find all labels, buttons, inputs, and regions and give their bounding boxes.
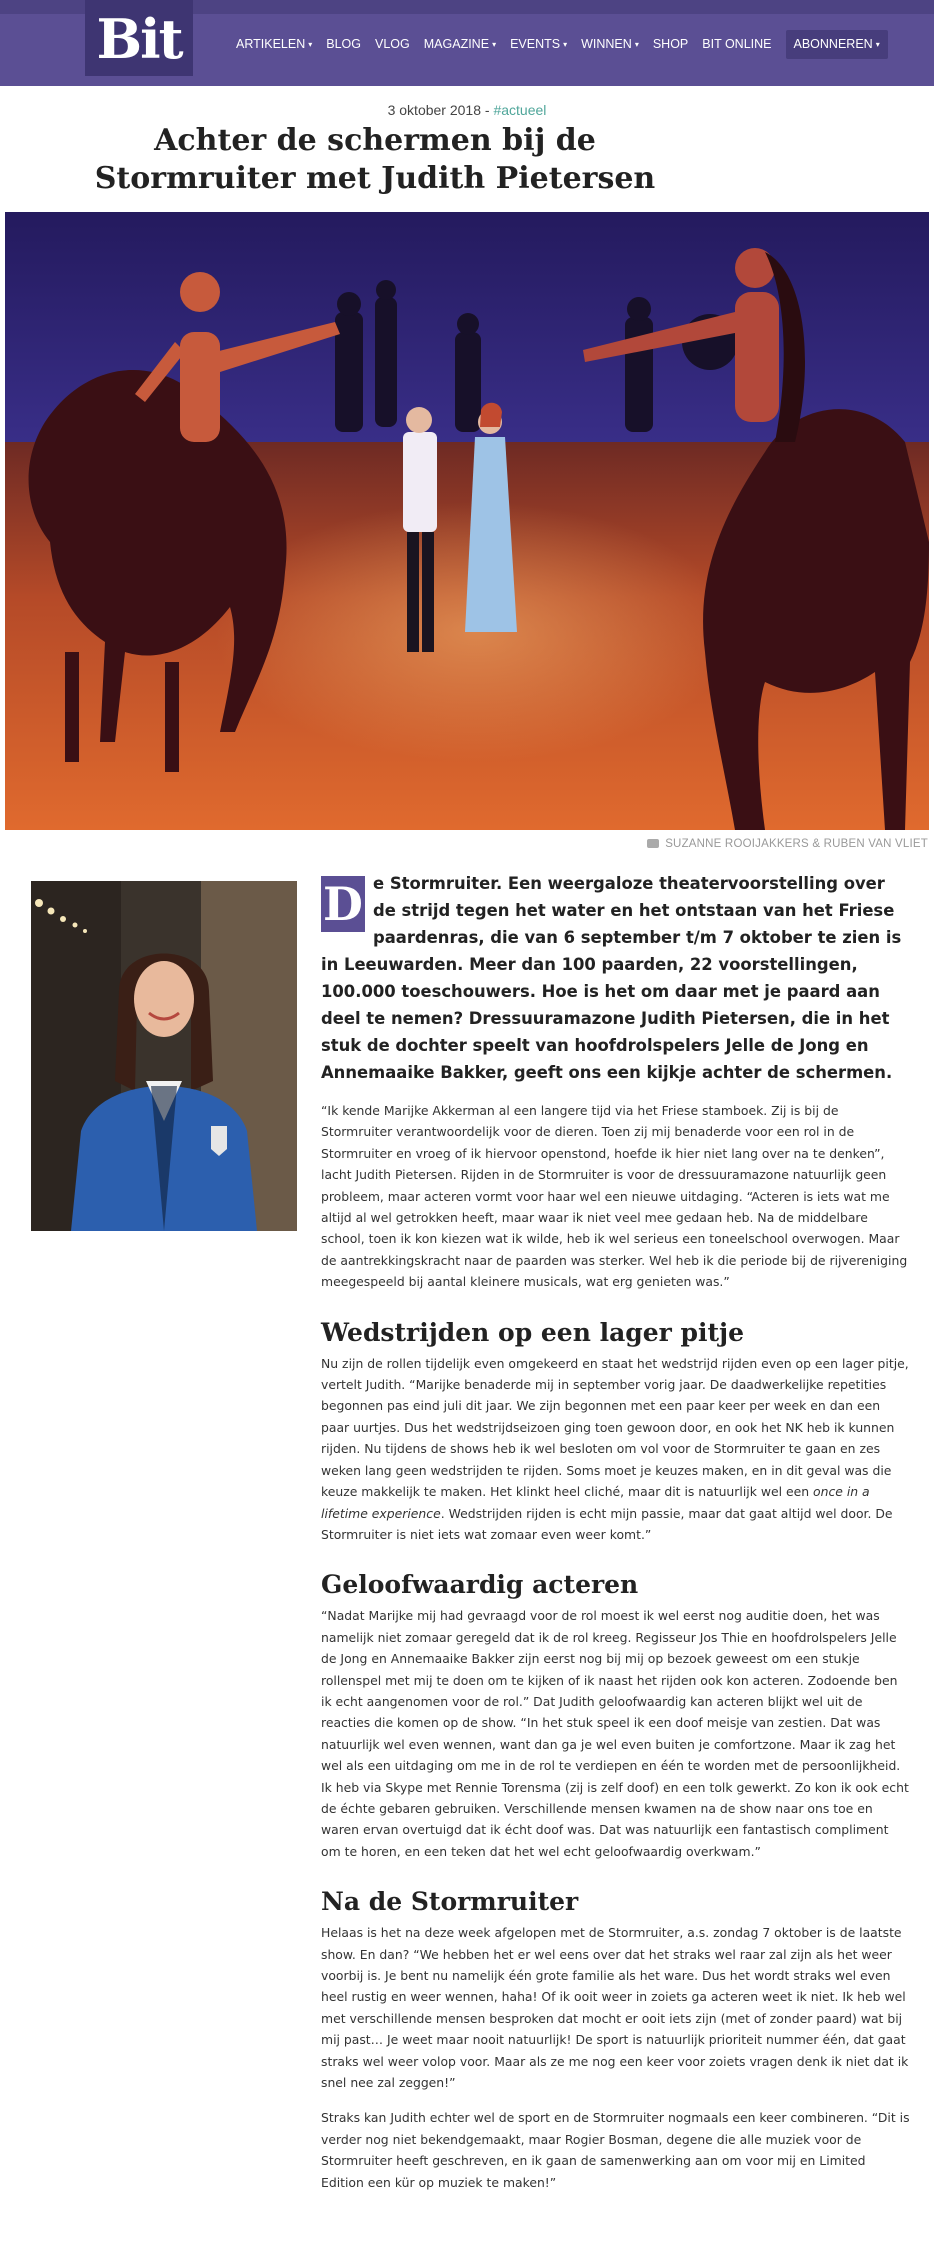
main-nav — [236, 30, 902, 59]
drop-cap: D — [321, 876, 365, 932]
paragraph-text: Nu zijn de rollen tijdelijk even omgekeerd en staat het wedstrijd rijden even op een lager pitje, vertelt Judith. “Marijke benaderde mij in september vorig jaar. De daadwerkelijke repetities begonnen pas eind juli dit jaar. We zijn begonnen met een paar keer per week en dan een paar uurtjes. Dus het wedstrijdseizoen ging toen gewoon door, en ook het NK heb ik kunnen rijden. Nu tijdens de shows heb ik wel besloten om vol voor de Stormruiter te gaan en zes weken lang geen wedstrijden te rijden. Soms moet je keuzes maken, en in dit geval was die keuze makkelijk te maken. Het klinkt heel cliché, maar dit is natuurlijk wel een — [321, 1355, 909, 1500]
article-tag-link[interactable]: #actueel — [493, 102, 547, 118]
heading-geloofwaardig: Geloofwaardig acteren — [321, 1570, 639, 1600]
nav-winnen[interactable] — [581, 30, 639, 59]
hero-photo — [5, 212, 929, 830]
nav-vlog[interactable] — [375, 30, 410, 58]
heading-na-stormruiter: Na de Stormruiter — [321, 1887, 579, 1917]
nav-label: EVENTS — [510, 37, 561, 51]
nav-label: MAGAZINE — [423, 37, 490, 51]
nav-abonneren[interactable] — [786, 30, 888, 59]
lead-text: e Stormruiter. Een weergaloze theatervoorstelling over de strijd tegen het water en het ontstaan van het Friese paardenras, die van 6 september t/m 7 oktober te zien is in Leeuwarden. Meer dan 100 paarden, 22 voorstellingen, 100.000 toeschouwers. Hoe is het om daar met je paard aan deel te nemen? Dressuuramazone Judith Pietersen, die in het stuk de dochter speelt van hoofdrolspelers Jelle de Jong en Annemaaike Bakker, geeft ons een kijkje achter de schermen. — [321, 874, 902, 1082]
site-header — [0, 0, 934, 86]
photo-credit-text: SUZANNE ROOIJAKKERS & RUBEN VAN VLIET — [665, 838, 928, 850]
chevron-down-icon: ▾ — [563, 39, 568, 49]
nav-events[interactable] — [510, 30, 567, 59]
article-lead — [321, 870, 911, 1086]
meta-separator: - — [481, 102, 494, 118]
nav-label: ARTIKELEN — [236, 37, 306, 51]
nav-label: ABONNEREN — [793, 37, 873, 51]
paragraph-wedstrijden — [321, 1353, 911, 1546]
article-date: 3 oktober 2018 — [387, 102, 481, 118]
nav-label: WINNEN — [581, 37, 632, 51]
nav-label: SHOP — [652, 37, 689, 52]
chevron-down-icon: ▾ — [634, 39, 639, 49]
nav-artikelen[interactable] — [236, 30, 312, 59]
paragraph-intro: “Ik kende Marijke Akkerman al een langere tijd via het Friese stamboek. Zij is bij de Stormruiter verantwoordelijk voor de dieren. Toen zij mij benaderde voor een rol in de Stormruiter en vroeg of ik hiervoor openstond, hoefde ik hier niet lang over na te denken”, lacht Judith Pietersen. Rijden in de Stormruiter is voor de dressuuramazone natuurlijk geen probleem, maar acteren vormt voor haar wel een nieuwe uitdaging. “Acteren is iets wat me altijd al wel getrokken heeft, maar waar ik niet veel mee gedaan heb. Na de middelbare school, toen ik kon kiezen wat ik wilde, heb ik wel serieus een toneelschool overwogen. Maar de aantrekkingskracht naar de paarden was sterker. Wel heb ik die periode bij de rijvereniging meegespeeld bij aantal kleinere musicals, wat erg genieten was.” — [321, 1103, 908, 1290]
heading-wedstrijden: Wedstrijden op een lager pitje — [321, 1317, 745, 1347]
site-logo[interactable] — [85, 0, 193, 76]
camera-icon — [647, 839, 659, 848]
article-title: Achter de schermen bij de Stormruiter met Judith Pietersen — [94, 123, 656, 196]
chevron-down-icon: ▾ — [492, 39, 497, 49]
nav-label: BIT ONLINE — [702, 37, 772, 52]
logo-text: Bit — [96, 7, 182, 71]
nav-label: VLOG — [375, 37, 410, 52]
italic-phrase: once in a lifetime experience — [321, 1484, 870, 1521]
nav-blog[interactable] — [326, 30, 361, 58]
article-body — [321, 870, 911, 2193]
nav-label: BLOG — [326, 37, 362, 52]
chevron-down-icon: ▾ — [875, 39, 880, 49]
article-meta — [0, 102, 934, 118]
paragraph-geloofwaardig: “Nadat Marijke mij had gevraagd voor de rol moest ik wel eerst nog auditie doen, het was namelijk niet zomaar geregeld dat ik de rol kreeg. Regisseur Jos Thie en hoofdrolspelers Jelle de Jong en Annemaaike Bakker zijn eerst nog bij mij op bezoek geweest om een stukje rollenspel met mij te doen om te kijken of ik naast het rijden ook kon acteren. Zodoende ben ik echt aangenomen voor de rol.” Dat Judith geloofwaardig kan acteren blijkt wel uit de reacties die komen op de show. “In het stuk speel ik een doof meisje van zestien. Dat was natuurlijk wel even wennen, want dan ga je wel even buiten je comfortzone. Maar ik zag het wel als een uitdaging om me in de rol te verdiepen en één te worden met de persoonlijkheid. Ik heb via Skype met Rennie Torensma (zij is zelf doof) en een tolk gewerkt. Zo kon ik ook echt de échte gebaren gebruiken. Verschillende mensen kwamen na de show naar ons toe en waren ervan overtuigd dat ik écht doof was. Dat was natuurlijk een fantastisch compliment om te horen, en een teken dat het wel echt geloofwaardig overkwam.” — [321, 1608, 909, 1859]
paragraph-slot: Straks kan Judith echter wel de sport en de Stormruiter nogmaals een keer combineren. “Dit is verder nog niet bekendgemaakt, maar Rogier Bosman, degene die alle muziek voor de Stormruiter heeft geschreven, en ik gaan de samenwerking aan om voor mij en Limited Edition een kür op muziek te maken!” — [321, 2110, 910, 2190]
chevron-down-icon: ▾ — [308, 39, 313, 49]
nav-shop[interactable] — [653, 30, 688, 58]
paragraph-text: . Wedstrijden rijden is echt mijn passie, maar dat gaat altijd wel door. De Stormruiter is niet iets wat zomaar even weer komt.” — [321, 1505, 893, 1542]
paragraph-na-stormruiter: Helaas is het na deze week afgelopen met de Stormruiter, a.s. zondag 7 oktober is de laatste show. En dan? “We hebben het er wel eens over dat het straks wel raar zal zijn als het weer voorbij is. Je bent nu namelijk één grote familie als het ware. Dus het wordt straks wel even heel rustig en weer wennen, haha! Of ik ooit weer in zoiets ga acteren weet ik niet. Ik heb wel met verschillende mensen besproken dat mocht er ooit iets zijn (met of zonder paard) wat bij mij past… Je weet maar nooit natuurlijk! De sport is natuurlijk prioriteit nummer één, dat gaat straks wel weer volop voor. Maar als ze me nog een keer voor zoiets vragen denk ik niet dat ik snel nee zal zeggen!” — [321, 1925, 909, 2091]
nav-magazine[interactable] — [424, 30, 496, 59]
nav-bit-online[interactable] — [702, 30, 771, 58]
photo-credit — [647, 838, 928, 850]
portrait-photo — [31, 881, 297, 1231]
